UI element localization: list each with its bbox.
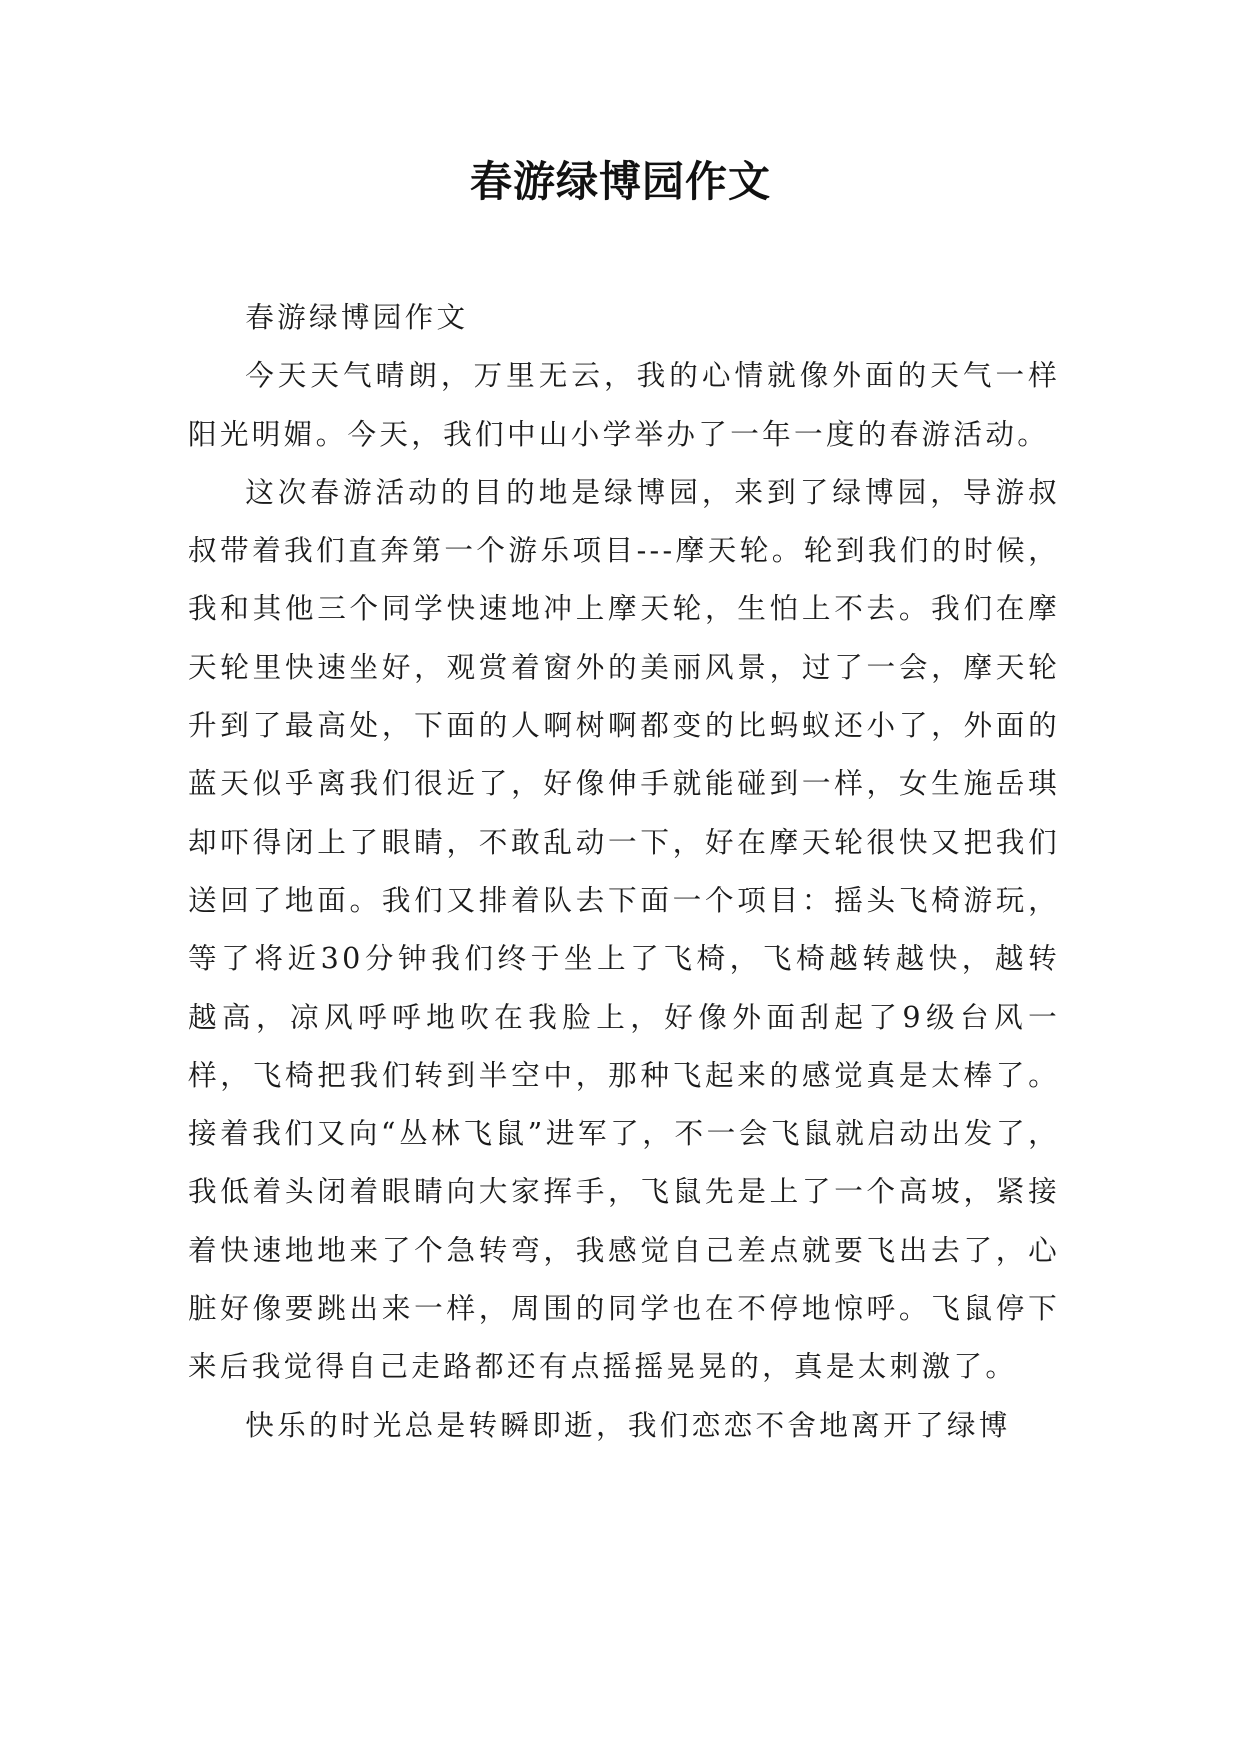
- paragraph-activities: 这次春游活动的目的地是绿博园，来到了绿博园，导游叔叔带着我们直奔第一个游乐项目---摩天轮。轮到我们的时候，我和其他三个同学快速地冲上摩天轮，生怕上不去。我们在摩天轮里快速坐好，观赏着窗外的美丽风景，过了一会，摩天轮升到了最高处，下面的人啊树啊都变的比蚂蚁还小了，外面的蓝天似乎离我们很近了，好像伸手就能碰到一样，女生施岳琪却吓得闭上了眼睛，不敢乱动一下，好在摩天轮很快又把我们送回了地面。我们又排着队去下面一个项目：摇头飞椅游玩，等了将近30分钟我们终于坐上了飞椅，飞椅越转越快，越转越高，凉风呼呼地吹在我脸上，好像外面刮起了9级台风一样，飞椅把我们转到半空中，那种飞起来的感觉真是太棒了。接着我们又向“丛林飞鼠”进军了，不一会飞鼠就启动出发了，我低着头闭着眼睛向大家挥手，飞鼠先是上了一个高坡，紧接着快速地地来了个急转弯，我感觉自己差点就要飞出去了，心脏好像要跳出来一样，周围的同学也在不停地惊呼。飞鼠停下来后我觉得自己走路都还有点摇摇晃晃的，真是太刺激了。: [188, 474, 1060, 1384]
- paragraph-subtitle: 春游绿博园作文: [245, 300, 469, 334]
- document-title: 春游绿博园作文: [469, 157, 771, 206]
- document-body: [188, 288, 1060, 1454]
- paragraph-intro: 今天天气晴朗，万里无云，我的心情就像外面的天气一样阳光明媚。今天，我们中山小学举办了一年一度的春游活动。: [188, 358, 1060, 451]
- paragraph-ending: 快乐的时光总是转瞬即逝，我们恋恋不舍地离开了绿博: [245, 1407, 1011, 1442]
